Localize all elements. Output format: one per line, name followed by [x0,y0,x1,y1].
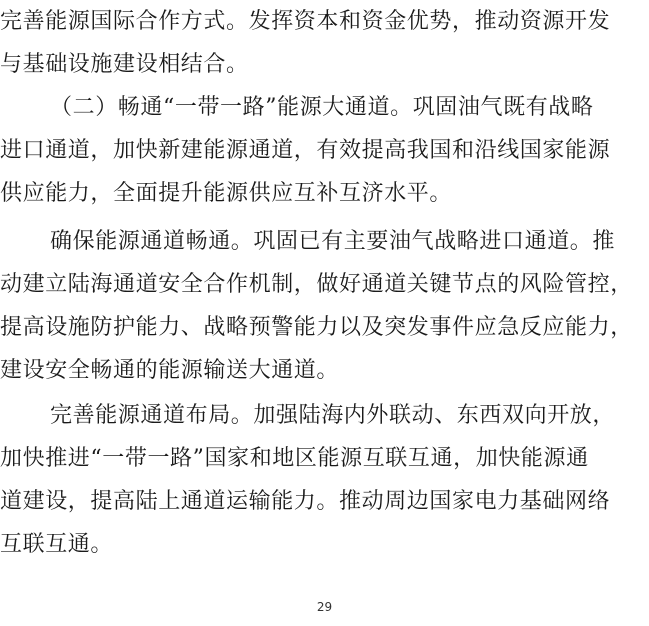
page-number: 29 [316,600,333,614]
section-heading-line: （二）畅通“一带一路”能源大通道。巩固油气既有战略 [50,95,594,120]
text-line: 道建设，提高陆上通道运输能力。推动周边国家电力基础网络 [0,489,611,514]
text-line: 进口通道，加快新建能源通道，有效提高我国和沿线国家能源 [0,138,611,163]
text-line: 与基础设施建设相结合。 [0,52,249,77]
text-line: 完善能源国际合作方式。发挥资本和资金优势，推动资源开发 [0,9,611,34]
text-line: 完善能源通道布局。加强陆海内外联动、东西双向开放， [50,403,616,428]
text-line: 提高设施防护能力、战略预警能力以及突发事件应急反应能力， [0,315,633,340]
text-line: 供应能力，全面提升能源供应互补互济水平。 [0,181,453,206]
text-line: 互联互通。 [0,532,114,557]
text-line: 建设安全畅通的能源输送大通道。 [0,358,340,383]
text-line: 确保能源通道畅通。巩固已有主要油气战略进口通道。推 [50,229,616,254]
text-line: 动建立陆海通道安全合作机制，做好通道关键节点的风险管控， [0,272,633,297]
text-line: 加快推进“一带一路”国家和地区能源互联互通，加快能源通 [0,446,589,471]
